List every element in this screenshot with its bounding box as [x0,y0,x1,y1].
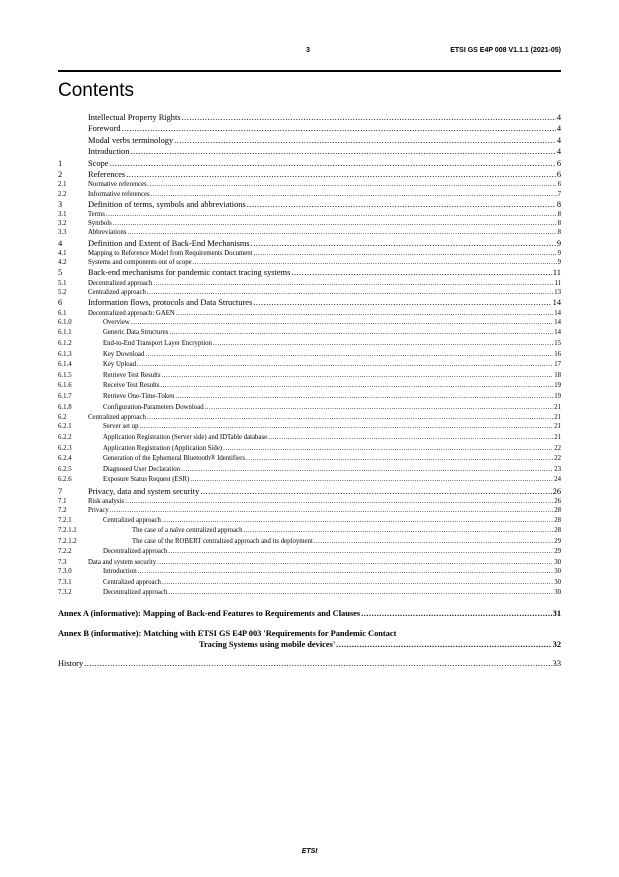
toc-entry[interactable] [58,413,561,422]
toc-annex-a-page: 31 [552,608,561,618]
toc-entry[interactable] [58,112,561,123]
toc-entry-number: 2.1 [58,181,67,189]
toc-leader-dots [109,158,555,169]
toc-entry-number: 7.2.1.1 [58,527,77,535]
toc-entry-title: Decentralized approach [103,589,168,597]
toc-history[interactable] [58,658,561,669]
toc-entry-number: 4.1 [58,250,67,258]
toc-entry-number: 3.2 [58,220,67,228]
toc-entry-title: Information flows, protocols and Data Structures [88,298,253,308]
toc-entry-title: Retrieve One-Time-Token [103,392,175,400]
toc-entry-title: Overview [103,318,130,326]
toc-entry-title: Mapping to Reference Model from Requirements Document [88,250,253,258]
toc-annex-b-page: 32 [552,639,561,649]
toc-leader-dots [157,558,553,567]
toc-leader-dots [110,506,553,515]
toc-entry-number: 4 [58,238,63,248]
toc-entry-number: 6.1.5 [58,371,72,379]
toc-entry[interactable] [58,210,561,219]
toc-entry-number: 7.2.2 [58,548,72,556]
toc-entry-number: 6 [58,298,63,308]
toc-entry-page: 19 [554,382,561,390]
toc-entry-title: Key Download [103,350,145,358]
toc-entry[interactable] [58,486,561,497]
toc-entry[interactable] [58,350,561,361]
toc-entry[interactable] [58,454,561,465]
toc-entry[interactable] [58,381,561,392]
toc-entry-page: 30 [554,559,561,567]
toc-entry[interactable] [58,279,561,288]
toc-entry-page: 22 [554,455,561,463]
toc-entry-page: 21 [554,403,561,411]
toc-leader-dots [176,309,553,318]
toc-entry-page: 30 [554,589,561,597]
toc-entry-title: Diagnosed User Declaration [103,465,181,473]
toc-entry-page: 14 [554,329,561,337]
toc-entry-title: Decentralized approach [88,279,153,287]
toc-entry-page: 4 [556,147,561,157]
toc-entry-title: References [88,169,126,179]
toc-leader-dots [181,465,553,476]
toc-leader-dots [137,360,553,371]
toc-entry[interactable] [58,267,561,278]
toc-leader-dots [168,547,553,558]
toc-entry-page: 6 [557,181,561,189]
toc-leader-dots [162,371,554,382]
toc-entry-title: Systems and components out of scope [88,259,192,267]
toc-entry-page: 30 [554,568,561,576]
toc-entry-page: 14 [554,309,561,317]
toc-entry[interactable] [58,238,561,249]
toc-entry-number: 2.2 [58,190,67,198]
toc-entry[interactable] [58,123,561,134]
header-page-number: 3 [306,47,310,54]
toc-entry-title: Centralized approach [88,414,146,422]
toc-entry[interactable] [58,392,561,403]
toc-entry[interactable] [58,465,561,476]
toc-entry-title: The case of the ROBERT centralized approach and its deployment [132,537,313,545]
toc-entry-title: Data and system security [88,559,157,567]
toc-entry-page: 24 [554,476,561,484]
table-of-contents [58,112,561,669]
toc-entry-title: Informative references [88,190,150,198]
toc-entry-page: 28 [554,516,561,524]
toc-entry-page: 29 [554,537,561,545]
toc-entry-number: 3 [58,199,63,209]
toc-entry-page: 28 [554,527,561,535]
toc-entry[interactable] [58,158,561,169]
toc-entry-page: 14 [554,318,561,326]
toc-leader-dots [151,190,557,199]
toc-leader-dots [223,444,553,455]
toc-entry-title: Generic Data Structures [103,329,169,337]
toc-leader-dots [160,381,553,392]
toc-entry-number: 6.1.4 [58,361,72,369]
toc-entry-page: 15 [554,339,561,347]
toc-leader-dots [205,403,554,414]
toc-entry-number: 7 [58,486,63,496]
toc-leader-dots [130,146,555,157]
toc-entry-title: Receive Test Results [103,382,160,390]
toc-entry-title: Foreword [88,124,121,134]
toc-entry[interactable] [58,588,561,599]
toc-leader-dots [253,297,551,308]
toc-entry-title: Definition and Extent of Back-End Mechanisms [88,238,250,248]
toc-entry[interactable] [58,146,561,157]
toc-leader-dots [145,350,553,361]
toc-entry[interactable] [58,371,561,382]
toc-entry-title: Abbreviations [88,229,127,237]
toc-entry[interactable] [58,199,561,210]
toc-entry-number: 7.2.1.2 [58,537,77,545]
toc-entry-page: 19 [554,392,561,400]
toc-leader-dots [336,639,551,650]
toc-entry-title: Modal verbs terminology [88,135,174,145]
toc-entry-number: 7.3.1 [58,578,72,586]
toc-entry[interactable] [58,360,561,371]
page-title: Contents [58,80,135,101]
toc-entry-number: 6.2.4 [58,455,72,463]
toc-entry-title: Definition of terms, symbols and abbreviations [88,199,246,209]
toc-entry-title: Decentralized approach: GAEN [88,309,175,317]
toc-entry[interactable] [58,497,561,506]
toc-annex-b-line2 [58,639,561,650]
toc-entry-number: 7.2.1 [58,516,72,524]
toc-history-page: 33 [552,658,561,668]
toc-entry-number: 6.2.1 [58,423,72,431]
toc-entry-page: 21 [554,414,561,422]
toc-entry-number: 6.1 [58,309,67,317]
toc-entry-number: 2 [58,169,63,179]
toc-entry[interactable] [58,169,561,180]
header-document-id: ETSI GS E4P 008 V1.1.1 (2021-05) [450,47,561,54]
toc-entry-title: Exposure Status Request (ESR) [103,476,190,484]
toc-entry-page: 13 [554,289,561,297]
toc-leader-dots [168,588,553,599]
toc-entry[interactable] [58,339,561,350]
toc-entry-title: Centralized approach [103,578,161,586]
toc-entry-page: 9 [556,238,561,248]
toc-entry-page: 8 [556,199,561,209]
toc-annex-b[interactable] [58,628,561,650]
toc-entry-page: 11 [554,279,561,287]
toc-entry-number: 6.2.6 [58,476,72,484]
toc-entry-title: Privacy [88,507,109,515]
toc-entry-title: Introduction [103,568,137,576]
toc-entry-page: 11 [552,268,561,278]
toc-entry-title: Retrieve Test Results [103,371,161,379]
toc-leader-dots [125,497,553,506]
toc-leader-dots [213,339,553,350]
toc-entry-number: 7.3.2 [58,589,72,597]
toc-entry[interactable] [58,506,561,515]
toc-annex-a[interactable] [58,608,561,620]
toc-entry-number: 6.1.8 [58,403,72,411]
toc-entry-page: 9 [557,250,561,258]
toc-entry[interactable] [58,180,561,189]
toc-entry[interactable] [58,135,561,146]
toc-leader-dots [176,392,554,403]
toc-entry-title: Normative references [88,181,147,189]
toc-entry-title: Scope [88,158,109,168]
toc-entry-number: 6.1.2 [58,339,72,347]
toc-entry-title: Intellectual Property Rights [88,113,181,122]
toc-entry-number: 7.3 [58,559,67,567]
toc-entry-page: 22 [554,444,561,452]
toc-leader-dots [268,433,553,444]
toc-entry-page: 8 [557,211,561,219]
toc-entry-page: 14 [552,298,561,308]
toc-entry[interactable] [58,433,561,444]
toc-entry-title: Risk analysis [88,498,125,506]
toc-entry-title: Decentralized approach [103,548,168,556]
toc-entry-page: 26 [552,486,561,496]
toc-entry-page: 6 [556,169,561,179]
toc-leader-dots [106,210,557,219]
toc-entries [58,112,561,599]
toc-entry-number: 5.2 [58,289,67,297]
toc-leader-dots [254,249,557,258]
toc-entry-page: 18 [554,371,561,379]
toc-entry-number: 6.2.2 [58,433,72,441]
toc-leader-dots [169,328,553,339]
toc-annex-a-title: Annex A (informative): Mapping of Back-end Features to Requirements and Clauses [58,608,361,618]
toc-entry-page: 8 [557,220,561,228]
toc-annex-b-title-line2: Tracing Systems using mobile devices' [199,639,336,649]
toc-entry-page: 4 [556,135,561,145]
toc-entry-page: 9 [557,259,561,267]
toc-entry-title: Application Registration (Server side) and IDTable database [103,433,268,441]
toc-leader-dots [153,279,553,288]
toc-entry-title: Key Upload [103,361,137,369]
toc-leader-dots [246,454,553,465]
toc-entry-number: 5.1 [58,279,67,287]
toc-entry-title: Terms [88,211,105,219]
toc-entry-page: 21 [554,423,561,431]
toc-leader-dots [128,228,557,237]
toc-entry[interactable] [58,403,561,414]
toc-entry[interactable] [58,249,561,258]
toc-entry-page: 4 [556,113,561,122]
toc-entry-page: 17 [554,361,561,369]
toc-entry-title: The case of a naïve centralized approach [132,527,243,535]
toc-leader-dots [84,658,552,669]
toc-entry[interactable] [58,475,561,486]
toc-entry-title: Generation of the Ephemeral Bluetooth® Identifiers [103,455,245,463]
toc-entry-number: 1 [58,158,63,168]
toc-entry-title: Symbols [88,220,112,228]
toc-entry-page: 21 [554,433,561,441]
toc-leader-dots [361,608,552,620]
toc-entry-number: 5 [58,268,63,278]
toc-leader-dots [193,258,557,267]
toc-leader-dots [147,288,553,297]
toc-entry-number: 3.1 [58,211,67,219]
toc-entry[interactable] [58,288,561,297]
toc-leader-dots [131,318,553,329]
toc-leader-dots [190,475,553,486]
toc-leader-dots [113,219,557,228]
toc-entry[interactable] [58,318,561,329]
toc-entry[interactable] [58,228,561,237]
toc-leader-dots [244,526,554,537]
toc-entry[interactable] [58,516,561,527]
toc-entry-page: 6 [556,158,561,168]
toc-entry-number: 6.1.6 [58,382,72,390]
toc-entry[interactable] [58,328,561,339]
toc-entry[interactable] [58,567,561,578]
header-rule [58,70,561,72]
toc-entry-number: 6.1.1 [58,329,72,337]
toc-entry-number: 3.3 [58,229,67,237]
toc-entry[interactable] [58,422,561,433]
toc-entry-page: 28 [554,507,561,515]
toc-entry-title: Centralized approach [88,289,146,297]
toc-entry-number: 4.2 [58,259,67,267]
toc-entry[interactable] [58,219,561,228]
toc-entry[interactable] [58,537,561,548]
toc-entry[interactable] [58,578,561,589]
toc-leader-dots [174,135,556,146]
toc-annex-b-title-line1: Annex B (informative): Matching with ETSI GS E4P 003 'Requirements for Pandemic Contact [58,628,397,638]
toc-entry[interactable] [58,297,561,308]
toc-entry-title: Server set up [103,423,139,431]
toc-leader-dots [147,413,553,422]
toc-entry-number: 6.1.3 [58,350,72,358]
toc-entry-page: 7 [557,190,561,198]
toc-entry-number: 6.1.0 [58,318,72,326]
toc-entry-number: 7.1 [58,498,67,506]
toc-entry[interactable] [58,309,561,318]
toc-leader-dots [247,199,556,210]
toc-entry-page: 29 [554,548,561,556]
toc-entry-title: Privacy, data and system security [88,486,200,496]
toc-leader-dots [122,123,556,134]
toc-entry-number: 6.2.3 [58,444,72,452]
toc-entry-page: 23 [554,465,561,473]
toc-entry-title: Application Registration (Application Side) [103,444,223,452]
toc-leader-dots [200,486,551,497]
toc-entry-number: 6.2.5 [58,465,72,473]
footer-etsi: ETSI [301,848,318,855]
toc-leader-dots [138,567,554,578]
toc-history-title: History [58,658,84,668]
toc-leader-dots [314,537,553,548]
toc-entry-number: 6.2 [58,414,67,422]
toc-leader-dots [162,578,553,589]
toc-leader-dots [126,169,556,180]
toc-entry[interactable] [58,558,561,567]
toc-entry-page: 26 [554,498,561,506]
toc-entry-page: 4 [556,124,561,134]
toc-entry-page: 30 [554,578,561,586]
toc-entry-title: Introduction [88,147,130,157]
toc-entry-page: 16 [554,350,561,358]
toc-leader-dots [148,180,557,189]
toc-entry[interactable] [58,444,561,455]
toc-entry[interactable] [58,190,561,199]
toc-entry[interactable] [58,547,561,558]
toc-entry[interactable] [58,526,561,537]
toc-entry[interactable] [58,258,561,267]
toc-entry-title: Back-end mechanisms for pandemic contact tracing systems [88,268,291,278]
toc-entry-number: 7.2 [58,507,67,515]
toc-entry-page: 8 [557,229,561,237]
toc-entry-title: Centralized approach [103,516,161,524]
toc-leader-dots [251,238,556,249]
toc-entry-number: 6.1.7 [58,392,72,400]
toc-entry-title: End-to-End Transport Layer Encryption [103,339,212,347]
toc-leader-dots [182,112,556,123]
toc-entry-title: Configuration-Parameters Download [103,403,204,411]
toc-leader-dots [162,516,553,527]
toc-entry-number: 7.3.0 [58,568,72,576]
toc-leader-dots [291,267,552,278]
toc-leader-dots [140,422,554,433]
